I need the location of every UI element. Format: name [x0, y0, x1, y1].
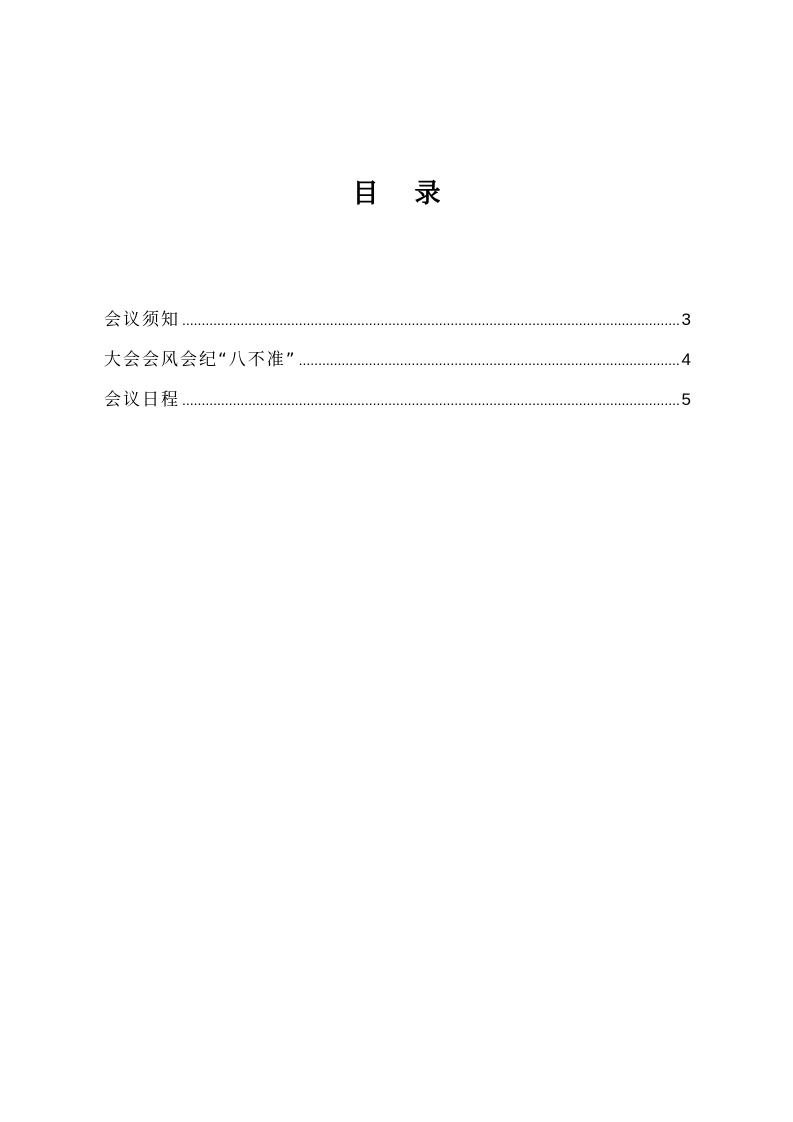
toc-entry-eight-rules[interactable] [104, 344, 691, 384]
toc-page-number: 4 [681, 350, 691, 369]
table-of-contents [104, 304, 691, 424]
toc-entry-meeting-notice[interactable] [104, 304, 691, 344]
toc-title [0, 176, 793, 212]
toc-entry-label: 大会会风会纪“八不准” [104, 350, 297, 370]
toc-dot-leader [299, 344, 680, 376]
toc-entry-meeting-schedule[interactable] [104, 384, 691, 424]
toc-page-number: 3 [681, 310, 691, 329]
toc-title-char-1: 目 [352, 179, 379, 209]
toc-title-char-2: 录 [414, 179, 441, 209]
toc-entry-label: 会议须知 [104, 310, 180, 330]
toc-dot-leader [182, 384, 680, 416]
toc-entry-label: 会议日程 [104, 390, 180, 410]
toc-page-number: 5 [681, 390, 691, 409]
toc-dot-leader [182, 304, 680, 336]
